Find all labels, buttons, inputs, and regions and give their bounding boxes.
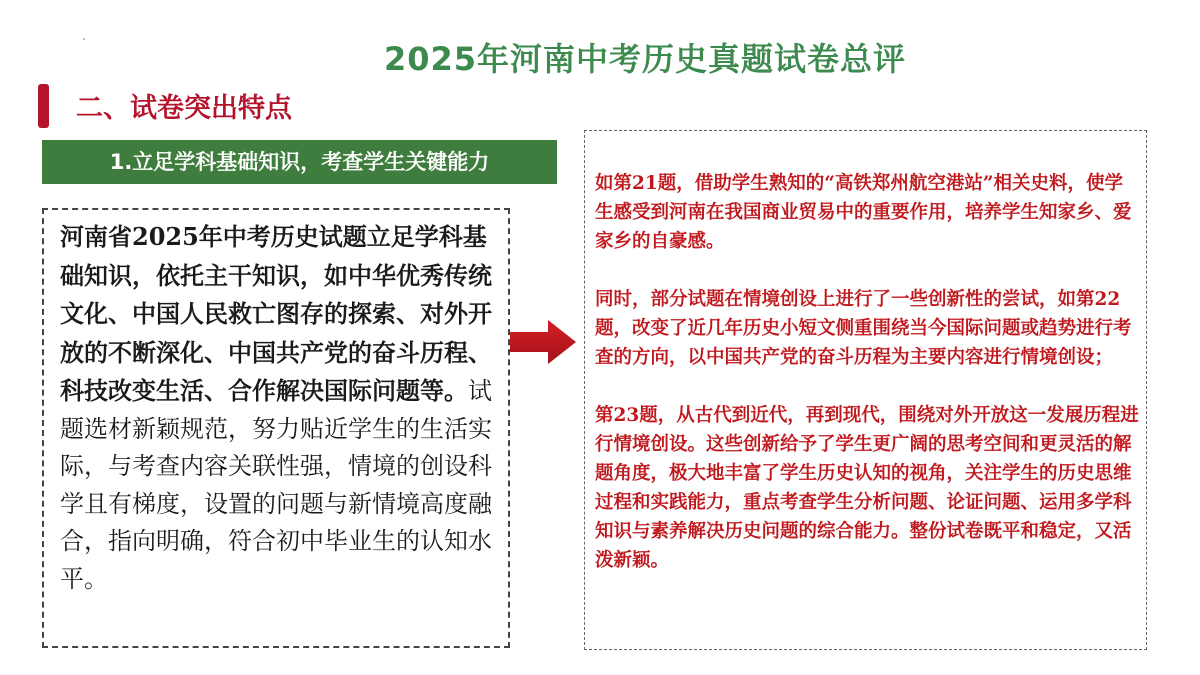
details-text-box — [584, 130, 1147, 650]
section-accent-bar — [38, 84, 49, 128]
detail-paragraph-1: 如第21题，借助学生熟知的“高铁郑州航空港站”相关史料，使学生感受到河南在我国商业贸易中的重要作用，培养学生知家乡、爱家乡的自豪感。 — [595, 173, 1132, 252]
detail-paragraph-3: 第23题，从古代到近代，再到现代，围绕对外开放这一发展历程进行情境创设。这些创新给予了学生更广阔的思考空间和更灵活的解题角度，极大地丰富了学生历史认知的视角，关注学生的历史思维过程和实践能力，重点考查学生分析问题、论证问题、运用多学科知识与素养解决历史问题的综合能力。整份试卷既平和稳定，又活泼新颖。 — [595, 405, 1139, 571]
subtitle-banner: 1.立足学科基础知识，考查学生关键能力 — [42, 140, 557, 184]
summary-normal-text: 试题选材新颖规范，努力贴近学生的生活实际，与考查内容关联性强，情境的创设科学且有梯度，设置的问题与新情境高度融合，指向明确，符合初中毕业生的认知水平。 — [60, 377, 492, 593]
summary-bold-text: 河南省2025年中考历史试题立足学科基础知识，依托主干知识，如中华优秀传统文化、中国人民救亡图存的探索、对外开放的不断深化、中国共产党的奋斗历程、科技改变生活、合作解决国际问题等。 — [60, 222, 492, 405]
section-title: 二、试卷突出特点 — [76, 93, 292, 124]
page-title: 2025年河南中考历史真题试卷总评 — [383, 40, 907, 78]
right-arrow-icon — [510, 320, 576, 364]
summary-text-box — [42, 208, 510, 648]
detail-paragraph-2: 同时，部分试题在情境创设上进行了一些创新性的尝试，如第22题，改变了近几年历史小短文侧重围绕当今国际问题或趋势进行考查的方向，以中国共产党的奋斗历程为主要内容进行情境创设； — [595, 289, 1132, 368]
